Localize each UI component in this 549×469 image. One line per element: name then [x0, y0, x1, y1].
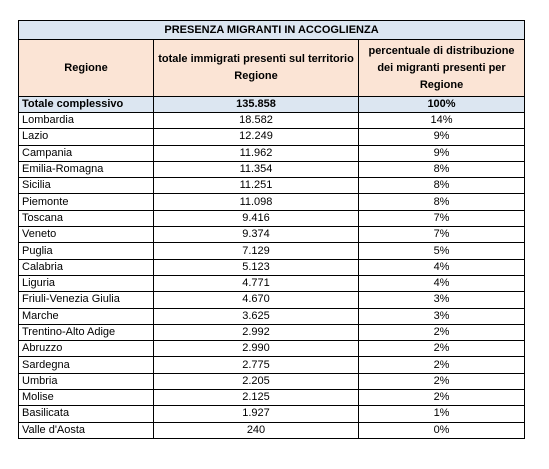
percent-cell: 3% [359, 292, 525, 308]
percent-cell: 5% [359, 243, 525, 259]
percent-cell: 0% [359, 422, 525, 438]
percent-cell: 7% [359, 210, 525, 226]
count-cell: 2.990 [154, 341, 359, 357]
table-row [19, 406, 525, 422]
table-row [19, 113, 525, 129]
count-cell: 2.125 [154, 390, 359, 406]
region-cell: Emilia-Romagna [19, 161, 154, 177]
table-row [19, 161, 525, 177]
percent-cell: 9% [359, 129, 525, 145]
table-row [19, 308, 525, 324]
percent-cell: 2% [359, 373, 525, 389]
region-cell: Campania [19, 145, 154, 161]
header-row [19, 40, 525, 97]
count-cell: 1.927 [154, 406, 359, 422]
region-cell: Liguria [19, 275, 154, 291]
table-row [19, 390, 525, 406]
migrants-table [18, 20, 525, 439]
region-cell: Valle d'Aosta [19, 422, 154, 438]
region-cell: Veneto [19, 227, 154, 243]
region-cell: Sicilia [19, 178, 154, 194]
count-cell: 2.992 [154, 324, 359, 340]
table-row [19, 292, 525, 308]
region-cell: Basilicata [19, 406, 154, 422]
percent-cell: 3% [359, 308, 525, 324]
table-row [19, 243, 525, 259]
count-cell: 2.205 [154, 373, 359, 389]
total-label: Totale complessivo [19, 97, 154, 113]
data-rows [19, 113, 525, 439]
region-cell: Piemonte [19, 194, 154, 210]
table-row [19, 341, 525, 357]
count-cell: 3.625 [154, 308, 359, 324]
region-cell: Lazio [19, 129, 154, 145]
percent-cell: 2% [359, 357, 525, 373]
region-cell: Trentino-Alto Adige [19, 324, 154, 340]
percent-cell: 1% [359, 406, 525, 422]
table-row [19, 259, 525, 275]
region-cell: Marche [19, 308, 154, 324]
count-cell: 240 [154, 422, 359, 438]
total-count: 135.858 [154, 97, 359, 113]
region-cell: Abruzzo [19, 341, 154, 357]
table-row [19, 373, 525, 389]
count-cell: 11.251 [154, 178, 359, 194]
percent-cell: 2% [359, 324, 525, 340]
count-cell: 4.670 [154, 292, 359, 308]
table-row [19, 129, 525, 145]
region-cell: Umbria [19, 373, 154, 389]
total-percent: 100% [359, 97, 525, 113]
region-cell: Toscana [19, 210, 154, 226]
percent-cell: 4% [359, 275, 525, 291]
table-row [19, 357, 525, 373]
count-cell: 5.123 [154, 259, 359, 275]
percent-cell: 7% [359, 227, 525, 243]
count-cell: 11.354 [154, 161, 359, 177]
title-row [19, 21, 525, 40]
table-row [19, 422, 525, 438]
table-row [19, 145, 525, 161]
table-row [19, 227, 525, 243]
region-cell: Lombardia [19, 113, 154, 129]
percent-cell: 2% [359, 390, 525, 406]
table-row [19, 275, 525, 291]
count-cell: 2.775 [154, 357, 359, 373]
table-title: PRESENZA MIGRANTI IN ACCOGLIENZA [19, 21, 525, 40]
table-row [19, 210, 525, 226]
header-count: totale immigrati presenti sul territorio Regione [154, 40, 359, 97]
header-percent: percentuale di distribuzione dei migranti presenti per Regione [359, 40, 525, 97]
header-region: Regione [19, 40, 154, 97]
percent-cell: 8% [359, 194, 525, 210]
percent-cell: 2% [359, 341, 525, 357]
percent-cell: 14% [359, 113, 525, 129]
region-cell: Sardegna [19, 357, 154, 373]
table-row [19, 194, 525, 210]
count-cell: 9.416 [154, 210, 359, 226]
count-cell: 4.771 [154, 275, 359, 291]
percent-cell: 8% [359, 161, 525, 177]
region-cell: Friuli-Venezia Giulia [19, 292, 154, 308]
count-cell: 11.098 [154, 194, 359, 210]
total-row [19, 97, 525, 113]
count-cell: 7.129 [154, 243, 359, 259]
count-cell: 12.249 [154, 129, 359, 145]
percent-cell: 9% [359, 145, 525, 161]
count-cell: 18.582 [154, 113, 359, 129]
table-row [19, 324, 525, 340]
region-cell: Calabria [19, 259, 154, 275]
region-cell: Puglia [19, 243, 154, 259]
table-row [19, 178, 525, 194]
region-cell: Molise [19, 390, 154, 406]
percent-cell: 8% [359, 178, 525, 194]
count-cell: 9.374 [154, 227, 359, 243]
count-cell: 11.962 [154, 145, 359, 161]
percent-cell: 4% [359, 259, 525, 275]
